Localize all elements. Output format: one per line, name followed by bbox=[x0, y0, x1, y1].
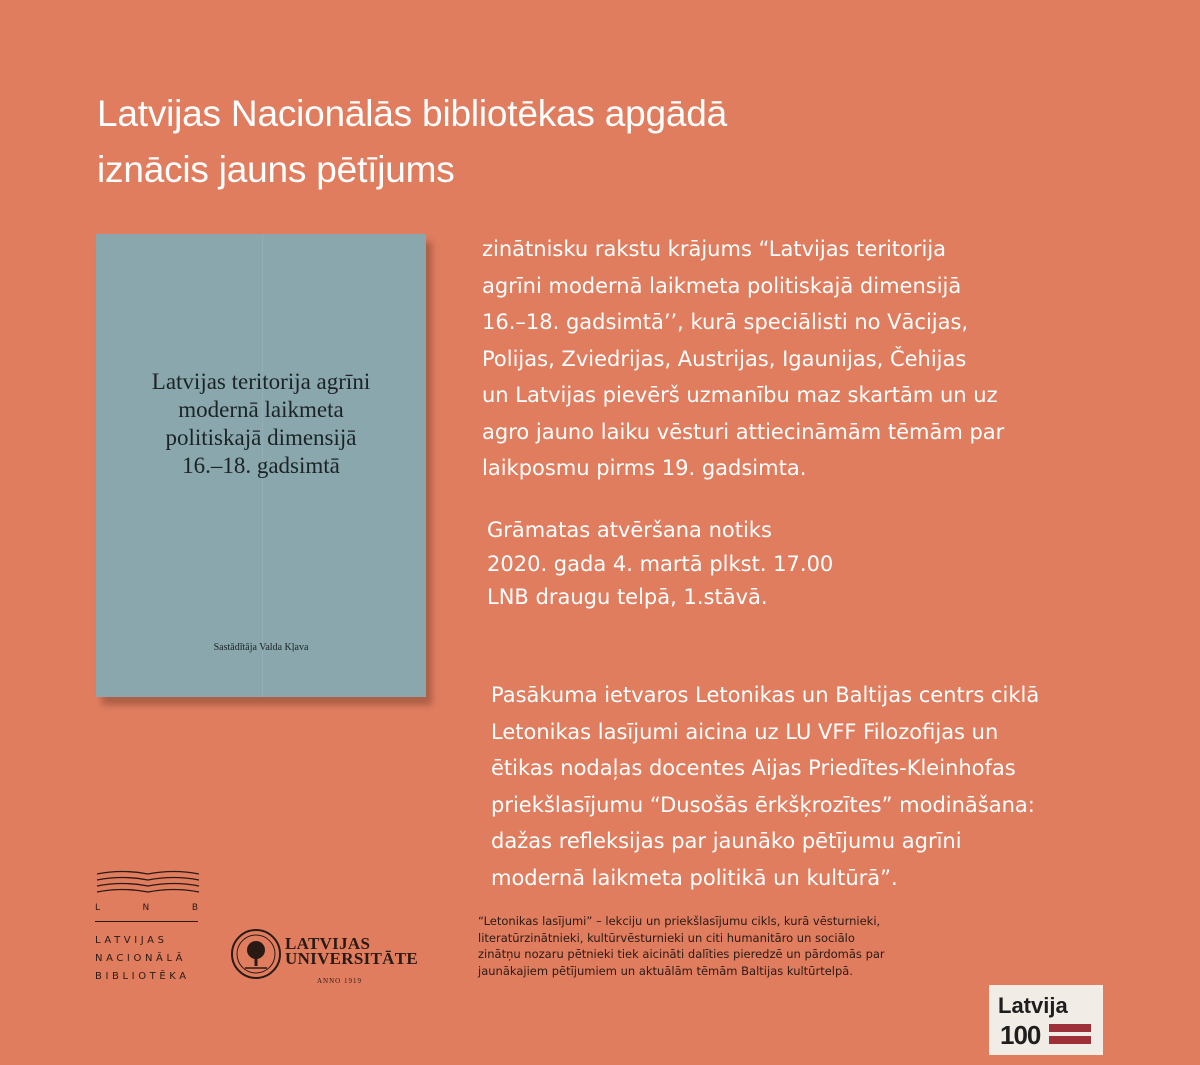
lnb-letters bbox=[95, 903, 200, 913]
lu-seal-icon bbox=[230, 928, 282, 980]
book-cover-author: Sastādītāja Valda Kļava bbox=[213, 642, 309, 653]
book-title-line: Latvijas teritorija agrīni bbox=[151, 369, 371, 394]
description-line: 16.–18. gadsimtā’’, kurā speciālisti no Vācijas, bbox=[482, 310, 969, 334]
lecture-line: modernā laikmeta politikā un kultūrā”. bbox=[491, 865, 898, 890]
title-line-1: Latvijas Nacionālās bibliotēkas apgādā bbox=[97, 93, 728, 134]
lecture-line: dažas refleksijas par jaunāko pētījumu agrīni bbox=[491, 829, 962, 853]
lu-name-line: LATVIJAS bbox=[285, 934, 371, 953]
lecture-line: Letonikas lasījumi aicina uz LU VFF Filozofijas un bbox=[491, 719, 999, 744]
lnb-book-lines-icon bbox=[95, 869, 201, 899]
lecture-line: ētikas nodaļas docentes Aijas Priedītes-Kleinhofas bbox=[491, 756, 1016, 780]
event-line: Grāmatas atvēršana notiks bbox=[487, 518, 772, 542]
lnb-letter: L bbox=[95, 903, 103, 913]
lecture-line: priekšlasījumu “Dusošās ērkšķrozītes” modināšana: bbox=[491, 792, 1035, 817]
description-line: zinātnisku rakstu krājums “Latvijas teritorija bbox=[482, 237, 947, 261]
description-line: Polijas, Zviedrijas, Austrijas, Igaunijas, Čehijas bbox=[482, 346, 967, 371]
footnote-line: literatūrzinātnieki, kultūrvēsturnieki un citi humanitāro un sociālo bbox=[478, 930, 855, 945]
lu-name bbox=[285, 936, 418, 966]
footnote bbox=[478, 913, 885, 980]
lnb-name-line: LATVIJAS bbox=[95, 935, 168, 946]
lu-name-line: UNIVERSITĀTE bbox=[285, 949, 419, 968]
title-line-2: iznācis jauns pētījums bbox=[97, 149, 455, 190]
lu-anno: ANNO 1919 bbox=[317, 977, 362, 985]
book-description bbox=[482, 231, 1004, 487]
latvija-100-word: Latvija bbox=[998, 993, 1068, 1018]
lecture-info bbox=[491, 677, 1039, 896]
description-line: agrīni modernā laikmeta politiskajā dimensijā bbox=[482, 273, 962, 298]
description-line: un Latvijas pievērš uzmanību maz skartām un uz bbox=[482, 383, 998, 407]
lnb-name-line: BIBLIOTĒKA bbox=[95, 971, 190, 982]
event-line: 2020. gada 4. martā plkst. 17.00 bbox=[487, 551, 834, 576]
book-title-line: politiskajā dimensijā bbox=[165, 425, 357, 450]
latvian-flag-icon bbox=[1049, 1024, 1091, 1044]
book-cover bbox=[96, 234, 426, 697]
lnb-letter: B bbox=[191, 903, 200, 913]
page-title bbox=[97, 86, 1097, 198]
latvija-100-logo bbox=[989, 985, 1103, 1055]
lecture-line: Pasākuma ietvaros Letonikas un Baltijas centrs ciklā bbox=[491, 683, 1040, 707]
lu-logo bbox=[230, 928, 420, 988]
latvija-100-number: 100 bbox=[1000, 1020, 1041, 1050]
lnb-logo bbox=[95, 869, 205, 989]
footnote-line: “Letonikas lasījumi” – lekciju un priekšlasījumu cikls, kurā vēsturnieki, bbox=[478, 914, 881, 928]
lnb-name-line: NACIONĀLĀ bbox=[95, 953, 187, 964]
lnb-name bbox=[95, 932, 190, 986]
footnote-line: zinātņu nozaru pētnieki tiek aicināti dalīties pieredzē un pārdomās par bbox=[478, 947, 885, 962]
book-cover-title bbox=[96, 368, 426, 480]
event-info bbox=[487, 514, 833, 615]
footnote-line: jaunākajiem pētījumiem un aktuālām tēmām Baltijas kultūrtelpā. bbox=[478, 964, 853, 979]
book-title-line: 16.–18. gadsimtā bbox=[182, 453, 340, 478]
lnb-divider bbox=[95, 921, 198, 922]
lnb-letter: N bbox=[142, 903, 152, 913]
book-title-line: modernā laikmeta bbox=[178, 397, 344, 422]
description-line: laikposmu pirms 19. gadsimta. bbox=[482, 456, 807, 480]
event-line: LNB draugu telpā, 1.stāvā. bbox=[487, 585, 768, 609]
description-line: agro jauno laiku vēsturi attiecināmām tēmām par bbox=[482, 419, 1005, 444]
